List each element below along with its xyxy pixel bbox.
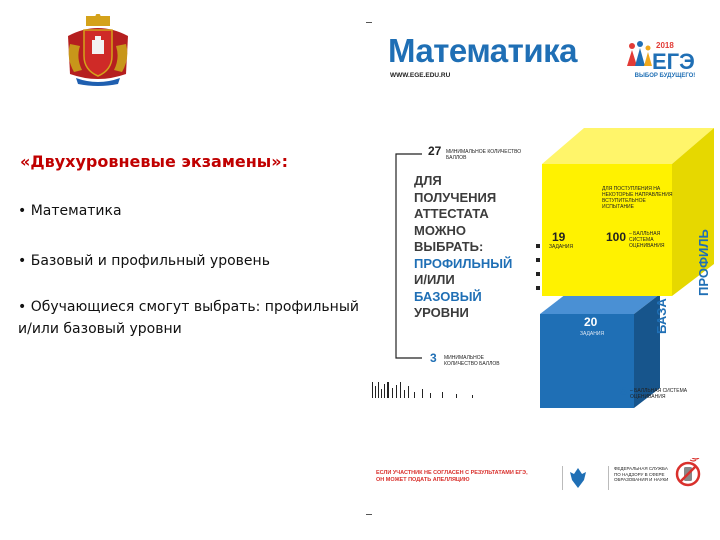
coat-of-arms-icon [62,14,134,86]
choice-line: УРОВНИ [414,305,469,320]
profile-score-label: – БАЛЛЬНАЯ СИСТЕМА ОЦЕНИВАНИЯ [629,231,665,249]
divider [562,466,563,490]
min-score-value: 3 [430,351,437,365]
choice-line: БАЗОВЫЙ [414,288,482,304]
choice-line: ПОЛУЧЕНИЯ [414,189,497,205]
max-score-value: 27 [428,144,442,158]
bullet-levels: • Базовый и профильный уровень [18,253,270,269]
base-tasks-label: ЗАДАНИЯ [580,331,605,337]
min-score-text: МИНИМАЛЬНОЕ КОЛИЧЕСТВО БАЛЛОВ [444,355,500,367]
ege-text: ЕГЭ [652,49,695,74]
ege-slogan: ВЫБОР БУДУЩЕГО! [634,73,696,79]
base-score-label: – БАЛЛЬНАЯ СИСТЕМА ОЦЕНИВАНИЯ [630,388,688,400]
poster-title: Математика [388,32,577,69]
profile-label: ПРОФИЛЬ [696,229,711,296]
eagle-emblem-icon [568,466,588,490]
choice-line: АТТЕСТАТА [414,206,489,221]
choice-text [414,173,549,322]
choice-line: ДЛЯ [414,173,442,188]
choice-line: И/ИЛИ [414,272,455,287]
divider [608,466,609,490]
choice-line: МОЖНО [414,222,467,238]
bullet-choice: • Обучающиеся смогут выбрать: профильный и/или базовый уровни [18,299,359,337]
base-score-value: 5 [620,384,627,398]
base-tasks-value: 20 [584,315,598,329]
exam-poster [366,18,720,518]
agency-text: ФЕДЕРАЛЬНАЯ СЛУЖБА ПО НАДЗОРУ В СФЕРЕ ОБРАЗОВАНИЯ И НАУКИ [614,466,669,482]
appeal-text: ЕСЛИ УЧАСТНИК НЕ СОГЛАСЕН С РЕЗУЛЬТАТАМИ ЕГЭ, ОН МОЖЕТ ПОДАТЬ АПЕЛЛЯЦИЮ [376,470,528,483]
ege-year: 2018 [656,41,674,50]
no-phone-icon [674,458,702,488]
base-label: БАЗА [654,298,669,334]
profile-score-value: 100 [606,230,627,244]
bullet-subject: • Математика [18,203,122,219]
poster-url: WWW.EGE.EDU.RU [390,72,451,79]
profile-tasks-value: 19 [552,230,566,244]
max-score-text: МИНИМАЛЬНОЕ КОЛИЧЕСТВО БАЛЛОВ [446,149,522,161]
profile-cube [532,124,720,314]
profile-tasks-label: ЗАДАНИЯ [549,244,574,250]
choice-line: ВЫБРАТЬ: [414,239,484,254]
choice-line: ПРОФИЛЬНЫЙ [414,255,513,271]
profile-note: ДЛЯ ПОСТУПЛЕНИЯ НА НЕКОТОРЫЕ НАПРАВЛЕНИЯ ВСТУПИТЕЛЬНОЕ ИСПЫТАНИЕ [602,186,673,210]
slide-title: «Двухуровневые экзамены»: [20,152,289,171]
barcode-icon [372,380,492,400]
